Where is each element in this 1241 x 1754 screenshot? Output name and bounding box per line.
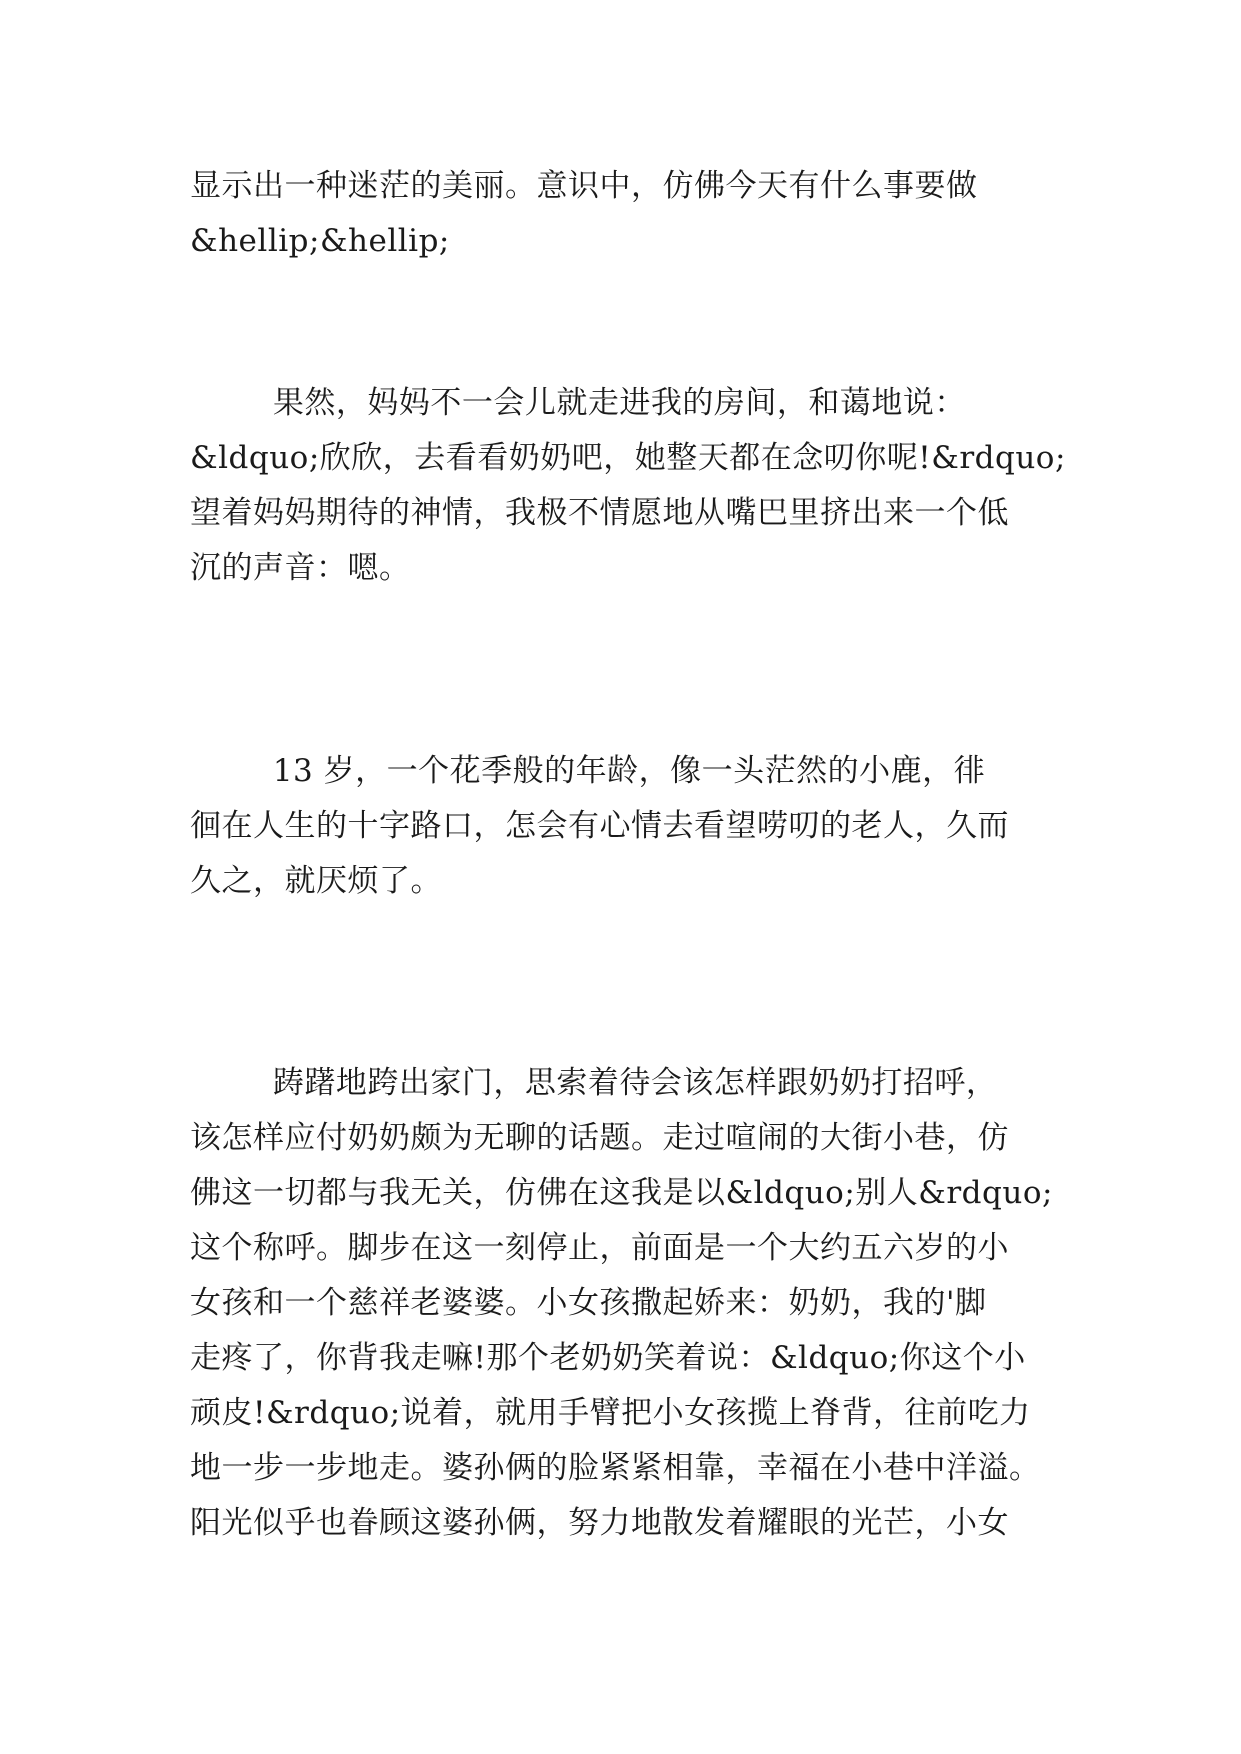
text-line: 徊在人生的十字路口，怎会有心情去看望唠叨的老人，久而 [190,808,1009,844]
text-line: 13 岁，一个花季般的年龄，像一头茫然的小鹿，徘 [190,753,986,789]
text-line: &hellip;&hellip; [190,223,450,259]
text-line: 沉的声音：嗯。 [190,550,411,586]
text-line: &ldquo;欣欣，去看看奶奶吧，她整天都在念叨你呢!&rdquo; [190,440,1066,476]
text-line: 果然，妈妈不一会儿就走进我的房间，和蔼地说： [190,385,966,421]
text-line: 久之，就厌烦了。 [190,863,442,899]
text-line: 这个称呼。脚步在这一刻停止，前面是一个大约五六岁的小 [190,1230,1009,1266]
text-line: 佛这一切都与我无关，仿佛在这我是以&ldquo;别人&rdquo; [190,1175,1053,1211]
text-line: 阳光似乎也眷顾这婆孙俩，努力地散发着耀眼的光芒，小女 [190,1505,1009,1541]
text-line: 地一步一步地走。婆孙俩的脸紧紧相靠，幸福在小巷中洋溢。 [190,1450,1041,1486]
text-line: 该怎样应付奶奶颇为无聊的话题。走过喧闹的大街小巷，仿 [190,1120,1009,1156]
text-line: 顽皮!&rdquo;说着，就用手臂把小女孩揽上脊背，往前吃力 [190,1395,1031,1431]
text-line: 显示出一种迷茫的美丽。意识中，仿佛今天有什么事要做 [190,168,978,204]
text-line: 踌躇地跨出家门，思索着待会该怎样跟奶奶打招呼， [190,1065,998,1101]
text-line: 女孩和一个慈祥老婆婆。小女孩撒起娇来：奶奶，我的'脚 [190,1285,987,1321]
text-line: 走疼了，你背我走嘛!那个老奶奶笑着说：&ldquo;你这个小 [190,1340,1026,1376]
text-line: 望着妈妈期待的神情，我极不情愿地从嘴巴里挤出来一个低 [190,495,1009,531]
